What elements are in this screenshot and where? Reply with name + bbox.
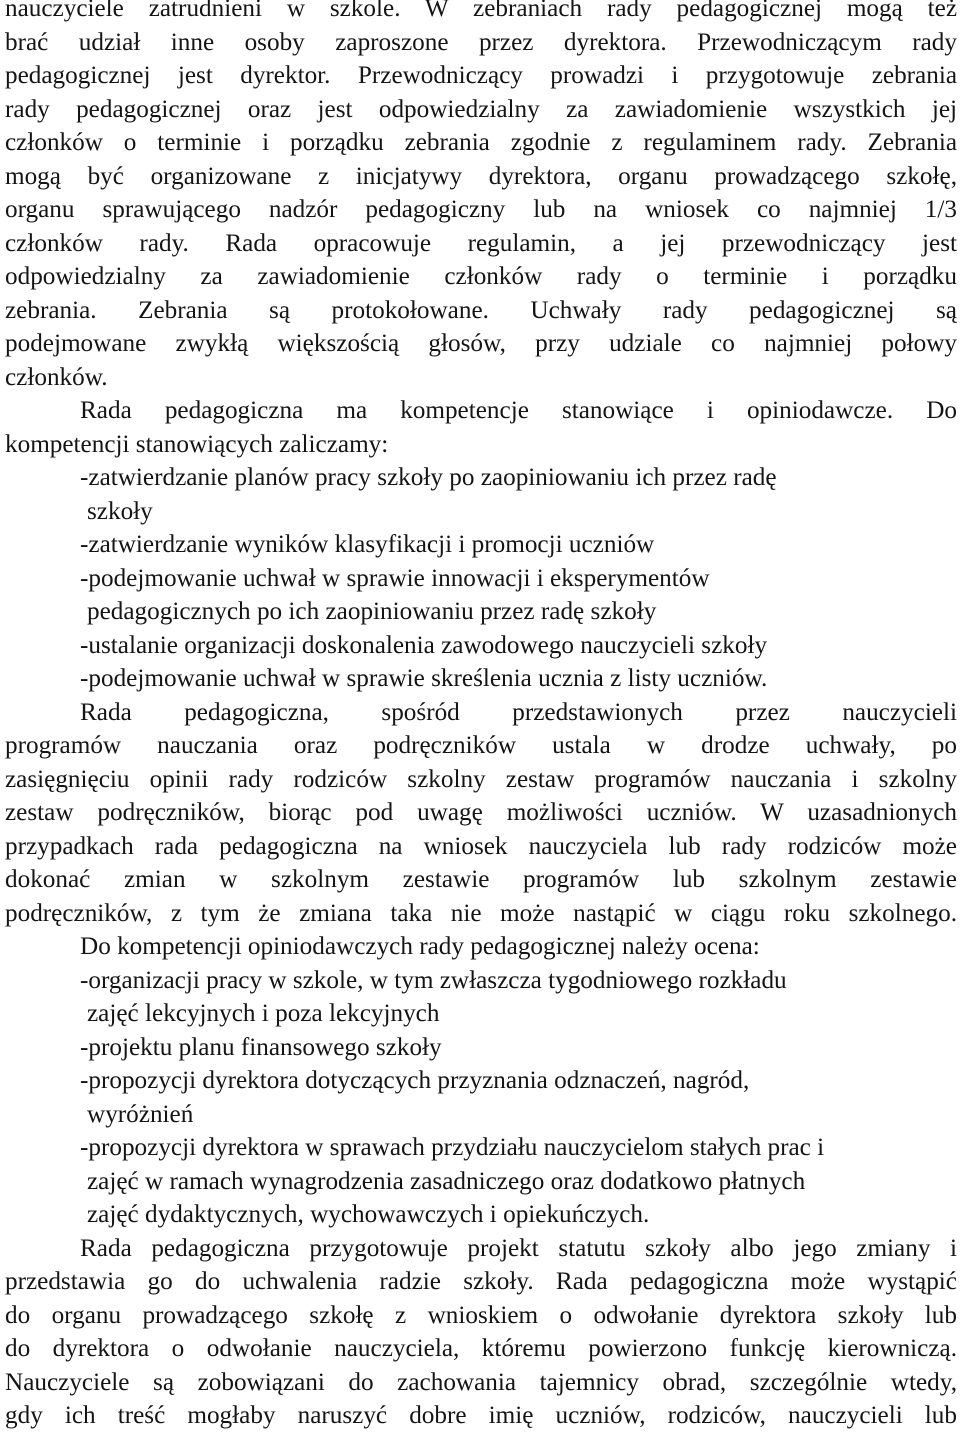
text-line: Rada pedagogiczna przygotowuje projekt statutu szkoły albo jego zmiany i [80, 1234, 957, 1262]
text-line: członków o terminie i porządku zebrania zgodnie z regulaminem rady. Zebrania [5, 129, 957, 156]
text-line: podejmowane zwykłą większością głosów, przy udziale co najmniej połowy [5, 330, 957, 357]
text-line: -organizacji pracy w szkole, w tym zwłaszcza tygodniowego rozkładu [80, 966, 787, 994]
text-line: -ustalanie organizacji doskonalenia zawodowego nauczycieli szkoły [80, 631, 768, 659]
text-line: szkoły [87, 497, 153, 525]
text-line: pedagogicznej jest dyrektor. Przewodniczący prowadzi i przygotowuje zebrania [5, 62, 957, 89]
text-line: członków rady. Rada opracowuje regulamin, a jej przewodniczący jest [5, 229, 957, 257]
text-line: zestaw podręczników, biorąc pod uwagę możliwości uczniów. W uzasadnionych [5, 799, 957, 826]
text-line: do dyrektora o odwołanie nauczyciela, któremu powierzono funkcję kierowniczą. [5, 1335, 957, 1362]
document-body [5, 0, 957, 1433]
text-line: Do kompetencji opiniodawczych rady pedagogicznej należy ocena: [80, 933, 760, 960]
text-line: -zatwierdzanie wyników klasyfikacji i promocji uczniów [80, 531, 655, 558]
text-line: pedagogicznych po ich zaopiniowaniu przez radę szkoły [87, 598, 657, 625]
text-line: odpowiedzialny za zawiadomienie członków rady o terminie i porządku [5, 263, 957, 290]
text-line: zajęć lekcyjnych i poza lekcyjnych [87, 1000, 440, 1027]
text-line: Rada pedagogiczna, spośród przedstawionych przez nauczycieli [80, 698, 957, 726]
text-line: Nauczyciele są zobowiązani do zachowania tajemnicy obrad, szczególnie wtedy, [5, 1368, 957, 1396]
text-line: Rada pedagogiczna ma kompetencje stanowiące i opiniodawcze. Do [80, 397, 957, 424]
text-line: -podejmowanie uchwał w sprawie skreślenia ucznia z listy uczniów. [80, 665, 768, 692]
text-line: -podejmowanie uchwał w sprawie innowacji i eksperymentów [80, 564, 710, 592]
text-line: mogą być organizowane z inicjatywy dyrektora, organu prowadzącego szkołę, [5, 162, 957, 190]
text-line: organu sprawującego nadzór pedagogiczny lub na wniosek co najmniej 1/3 [5, 196, 957, 223]
text-line: dokonać zmian w szkolnym zestawie programów lub szkolnym zestawie [5, 866, 957, 893]
text-line: -zatwierdzanie planów pracy szkoły po zaopiniowaniu ich przez radę [80, 464, 777, 491]
text-line: zajęć w ramach wynagrodzenia zasadniczego oraz dodatkowo płatnych [87, 1167, 806, 1195]
text-line: członków. [5, 363, 108, 391]
text-line: programów nauczania oraz podręczników ustala w drodze uchwały, po [5, 732, 957, 759]
text-line: -propozycji dyrektora dotyczących przyznania odznaczeń, nagród, [80, 1067, 750, 1094]
text-line: podręczników, z tym że zmiana taka nie może nastąpić w ciągu roku szkolnego. [5, 899, 957, 927]
text-line: przypadkach rada pedagogiczna na wniosek nauczyciela lub rady rodziców może [5, 832, 957, 860]
text-line: zasięgnięciu opinii rady rodziców szkolny zestaw programów nauczania i szkolny [5, 765, 957, 793]
text-line: przedstawia go do uchwalenia radzie szkoły. Rada pedagogiczna może wystąpić [5, 1268, 957, 1295]
text-line: gdy ich treść mogłaby naruszyć dobre imię uczniów, rodziców, nauczycieli lub [5, 1402, 957, 1429]
text-line: zebrania. Zebrania są protokołowane. Uchwały rady pedagogicznej są [5, 296, 957, 324]
text-line: -projektu planu finansowego szkoły [80, 1033, 442, 1061]
text-line: brać udział inne osoby zaproszone przez dyrektora. Przewodniczącym rady [5, 28, 957, 56]
text-line: kompetencji stanowiących zaliczamy: [5, 430, 389, 458]
text-line: do organu prowadzącego szkołę z wnioskiem o odwołanie dyrektora szkoły lub [5, 1301, 957, 1329]
text-line: -propozycji dyrektora w sprawach przydziału nauczycielom stałych prac i [80, 1134, 825, 1161]
text-line: nauczyciele zatrudnieni w szkole. W zebraniach rady pedagogicznej mogą też [5, 0, 957, 22]
text-line: rady pedagogicznej oraz jest odpowiedzialny za zawiadomienie wszystkich jej [5, 95, 957, 123]
text-line: wyróżnień [87, 1100, 194, 1128]
text-line: zajęć dydaktycznych, wychowawczych i opiekuńczych. [87, 1201, 650, 1228]
